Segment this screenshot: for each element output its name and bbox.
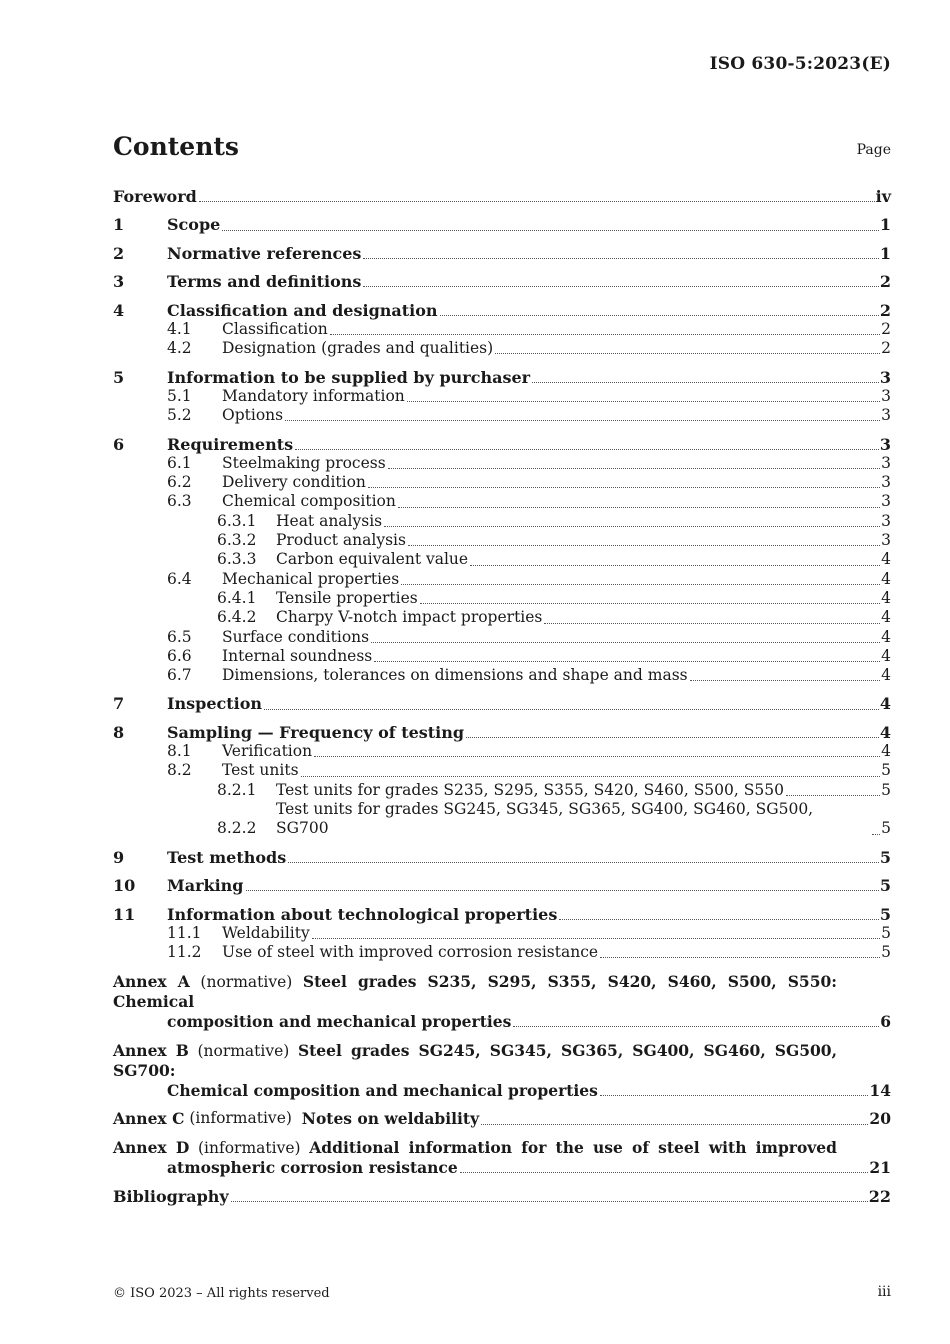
toc-entry-number: 5.2	[167, 406, 192, 425]
toc-entry-title: Test units for grades SG245, SG345, SG365, SG400, SG460, SG500, SG700	[276, 800, 814, 838]
toc-entry-title: Internal soundness	[222, 646, 373, 665]
leader-dots	[481, 1123, 868, 1125]
toc-subentry[interactable]	[113, 742, 891, 761]
toc-entry-title: Heat analysis	[276, 511, 383, 530]
toc-entry-number: 11.2	[167, 943, 202, 962]
toc-entry-number: 6.6	[167, 646, 192, 665]
leader-dots	[470, 564, 880, 566]
toc-entry-number: 4.1	[167, 319, 192, 338]
leader-dots	[314, 755, 880, 757]
toc-entry-number: 11	[113, 904, 136, 924]
toc-entry-page: 3	[879, 367, 891, 387]
toc-entry-title: Designation (grades and qualities)	[222, 339, 494, 358]
toc-entry-number: 6.3	[167, 492, 192, 511]
leader-dots	[398, 506, 880, 508]
toc-entry-page: 3	[881, 473, 891, 492]
leader-dots	[295, 448, 879, 450]
toc-subsubentry[interactable]	[113, 800, 891, 839]
leader-dots	[786, 794, 880, 796]
toc-entry-number: 8.2.2	[217, 819, 257, 838]
toc-entry-number: 1	[113, 215, 125, 235]
annex-type: (normative)	[200, 972, 293, 991]
leader-dots	[199, 200, 875, 202]
toc-entry-number: 4	[113, 300, 125, 320]
leader-dots	[388, 467, 880, 469]
annex-type: (informative)	[189, 1109, 292, 1128]
leader-dots	[288, 861, 879, 863]
toc-entry-number: 7	[113, 694, 125, 714]
annex-title-continued: atmospheric corrosion resistance	[167, 1158, 458, 1178]
toc-entry-page: 1	[879, 215, 891, 235]
toc-subentry[interactable]	[113, 320, 891, 339]
leader-dots	[264, 708, 879, 710]
leader-dots	[374, 660, 880, 662]
leader-dots	[690, 679, 881, 681]
toc-entry-page: 3	[879, 434, 891, 454]
toc-entry-page: 4	[879, 694, 891, 714]
toc-entry-title: Foreword	[113, 187, 197, 206]
leader-dots	[408, 544, 880, 546]
toc-annex-b[interactable]	[113, 1041, 891, 1101]
toc-entry-page: 5	[879, 847, 891, 867]
toc-entry-title: Verification	[222, 742, 313, 761]
leader-dots	[872, 833, 880, 835]
toc-entry-number: 8.2	[167, 761, 192, 780]
annex-title-continued: composition and mechanical properties	[167, 1012, 512, 1032]
toc-entry-title: Classification	[222, 319, 328, 338]
toc-entry[interactable]	[113, 301, 891, 320]
toc-entry-number: 6.4.1	[217, 588, 257, 607]
annex-type: (informative)	[197, 1138, 301, 1157]
toc-entry-page: 3	[881, 386, 891, 405]
toc-entry-title: Use of steel with improved corrosion resistance	[222, 943, 599, 962]
leader-dots	[231, 1200, 868, 1202]
toc-entry[interactable]	[113, 694, 891, 713]
toc-subentry[interactable]	[113, 666, 891, 685]
toc-entry-number: 9	[113, 847, 125, 867]
toc-entry-bibliography[interactable]	[113, 1187, 891, 1206]
toc-entry-number: 10	[113, 876, 136, 896]
toc-subentry[interactable]	[113, 406, 891, 425]
toc-entry-title: Marking	[167, 876, 244, 896]
toc-entry[interactable]	[113, 435, 891, 454]
toc-entry-number: 6.3.3	[217, 550, 257, 569]
toc-subentry[interactable]	[113, 473, 891, 492]
toc-entry[interactable]	[113, 876, 891, 895]
toc-subentry[interactable]	[113, 454, 891, 473]
toc-entry-title: Surface conditions	[222, 627, 370, 646]
toc-entry-title: Inspection	[167, 694, 263, 714]
toc-entry-title: Product analysis	[276, 531, 406, 550]
toc-entry-page: 4	[881, 742, 891, 761]
toc-entry-page: 3	[881, 531, 891, 550]
toc-entry-title: Options	[222, 406, 284, 425]
toc-entry-number: 6.3.1	[217, 511, 257, 530]
toc-subentry[interactable]	[113, 570, 891, 589]
leader-dots	[285, 419, 880, 421]
toc-entry-title: Tensile properties	[276, 588, 418, 607]
leader-dots	[401, 583, 880, 585]
toc-subentry[interactable]	[113, 924, 891, 943]
toc-entry-title: Test units	[222, 761, 299, 780]
toc-entry-title: Charpy V-notch impact properties	[276, 608, 543, 627]
toc-subentry[interactable]	[113, 647, 891, 666]
toc-entry-number: 4.2	[167, 339, 192, 358]
toc-entry-number: 6.3.2	[217, 531, 257, 550]
toc-entry-title: Requirements	[167, 434, 294, 454]
toc-subsubentry[interactable]	[113, 512, 891, 531]
toc-entry-page: 1	[879, 243, 891, 263]
annex-label: Annex B	[113, 1040, 189, 1060]
toc-entry[interactable]	[113, 905, 891, 924]
toc-subsubentry[interactable]	[113, 531, 891, 550]
toc-entry-title: Mechanical properties	[222, 569, 400, 588]
toc-entry-page: 21	[869, 1158, 891, 1178]
toc-entry[interactable]	[113, 215, 891, 234]
leader-dots	[420, 602, 880, 604]
toc-entry-page: 5	[881, 780, 891, 799]
page-number: iii	[877, 1284, 891, 1300]
toc-entry-number: 5.1	[167, 386, 192, 405]
annex-label: Annex C	[113, 1109, 185, 1129]
toc-entry-page: 3	[881, 492, 891, 511]
toc-entry-page: 20	[869, 1109, 891, 1129]
document-identifier: ISO 630-5:2023(E)	[709, 54, 891, 74]
toc-entry-page: 14	[869, 1081, 891, 1101]
leader-dots	[363, 257, 878, 259]
toc-entry-title: Carbon equivalent value	[276, 550, 469, 569]
toc-entry-page: 5	[879, 904, 891, 924]
leader-dots	[460, 1171, 869, 1173]
toc-subentry[interactable]	[113, 628, 891, 647]
annex-title: Notes on weldability	[301, 1109, 480, 1129]
toc-subsubentry[interactable]	[113, 550, 891, 569]
toc-entry-page: 2	[881, 319, 891, 338]
annex-title: Steel grades SG245, SG345, SG365, SG400, SG460, SG500, SG700:	[113, 1040, 837, 1080]
toc-entry-page: 4	[881, 569, 891, 588]
copyright-notice: © ISO 2023 – All rights reserved	[113, 1286, 330, 1301]
annex-title: Additional information for the use of steel with improved	[309, 1137, 837, 1157]
leader-dots	[600, 1094, 869, 1096]
table-of-contents	[113, 184, 891, 1206]
toc-entry-title: Information to be supplied by purchaser	[167, 367, 531, 387]
toc-entry-number: 8.2.1	[217, 780, 257, 799]
leader-dots	[371, 641, 880, 643]
toc-entry-page: 3	[881, 453, 891, 472]
toc-annex-d[interactable]	[113, 1138, 891, 1178]
toc-entry-number: 8.1	[167, 742, 192, 761]
toc-entry[interactable]	[113, 244, 891, 263]
toc-entry-page: 4	[881, 646, 891, 665]
toc-entry-number: 5	[113, 367, 125, 387]
page-column-label: Page	[856, 142, 891, 158]
toc-entry-number: 6.7	[167, 666, 192, 685]
leader-dots	[513, 1025, 879, 1027]
annex-type: (normative)	[197, 1041, 290, 1060]
leader-dots	[495, 352, 880, 354]
toc-entry-title: Bibliography	[113, 1186, 229, 1206]
toc-entry-title: Test methods	[167, 847, 287, 867]
toc-entry-page: 5	[881, 819, 891, 838]
toc-entry-page: 4	[879, 722, 891, 742]
toc-entry-title: Scope	[167, 215, 221, 235]
toc-entry-title: Steelmaking process	[222, 453, 386, 472]
toc-annex-c[interactable]	[113, 1109, 891, 1128]
toc-entry-page: 5	[881, 761, 891, 780]
toc-subentry[interactable]	[113, 492, 891, 511]
leader-dots	[363, 285, 878, 287]
toc-annex-a[interactable]	[113, 972, 891, 1032]
toc-entry-page: 3	[881, 511, 891, 530]
toc-entry-number: 6.4.2	[217, 608, 257, 627]
toc-entry-number: 2	[113, 243, 125, 263]
toc-entry-title: Classification and designation	[167, 300, 438, 320]
leader-dots	[384, 525, 880, 527]
annex-label: Annex D	[113, 1137, 190, 1157]
toc-subsubentry[interactable]	[113, 608, 891, 627]
toc-entry-title: Normative references	[167, 243, 362, 263]
toc-entry-page: 4	[881, 627, 891, 646]
leader-dots	[440, 314, 879, 316]
leader-dots	[330, 333, 880, 335]
annex-title-continued: Chemical composition and mechanical properties	[167, 1081, 598, 1101]
toc-entry-title: Delivery condition	[222, 473, 366, 492]
toc-entry-page: iv	[875, 187, 891, 206]
toc-entry-page: 4	[881, 608, 891, 627]
leader-dots	[407, 400, 880, 402]
toc-entry-title: Mandatory information	[222, 386, 405, 405]
leader-dots	[301, 775, 881, 777]
toc-entry-page: 4	[881, 666, 891, 685]
leader-dots	[466, 736, 879, 738]
leader-dots	[312, 937, 880, 939]
leader-dots	[368, 486, 880, 488]
toc-entry[interactable]	[113, 272, 891, 291]
toc-subentry[interactable]	[113, 943, 891, 962]
page-title: Contents	[113, 132, 240, 161]
leader-dots	[544, 622, 880, 624]
toc-entry-number: 6.5	[167, 627, 192, 646]
leader-dots	[222, 229, 879, 231]
toc-entry-page: 2	[881, 339, 891, 358]
toc-entry-page: 22	[868, 1186, 891, 1206]
toc-entry[interactable]	[113, 848, 891, 867]
toc-entry-page: 6	[880, 1012, 891, 1032]
toc-entry-number: 6.4	[167, 569, 192, 588]
toc-entry[interactable]	[113, 723, 891, 742]
toc-subsubentry[interactable]	[113, 589, 891, 608]
toc-entry-page: 4	[881, 550, 891, 569]
annex-label: Annex A	[113, 971, 190, 991]
leader-dots	[600, 956, 880, 958]
toc-subentry[interactable]	[113, 761, 891, 780]
toc-entry-number: 6	[113, 434, 125, 454]
toc-entry-number: 3	[113, 272, 125, 292]
toc-entry-page: 2	[879, 300, 891, 320]
leader-dots	[559, 918, 879, 920]
toc-entry-number: 6.2	[167, 473, 192, 492]
toc-entry-title: Weldability	[222, 923, 310, 942]
toc-subsubentry[interactable]	[113, 781, 891, 800]
toc-entry-title: Test units for grades S235, S295, S355, S420, S460, S500, S550	[276, 780, 784, 799]
toc-entry-title: Sampling — Frequency of testing	[167, 722, 465, 742]
toc-entry-page: 5	[881, 943, 891, 962]
toc-entry-page: 2	[879, 272, 891, 292]
leader-dots	[532, 381, 879, 383]
toc-entry-page: 3	[881, 406, 891, 425]
toc-entry[interactable]	[113, 368, 891, 387]
leader-dots	[246, 889, 879, 891]
toc-entry-page: 5	[879, 876, 891, 896]
toc-entry-title: Dimensions, tolerances on dimensions and shape and mass	[222, 666, 688, 685]
toc-subentry[interactable]	[113, 387, 891, 406]
toc-entry-foreword[interactable]	[113, 187, 891, 206]
toc-entry-title: Information about technological properties	[167, 904, 558, 924]
toc-subentry[interactable]	[113, 339, 891, 358]
toc-entry-number: 8	[113, 722, 125, 742]
toc-entry-number: 11.1	[167, 923, 202, 942]
toc-entry-number: 6.1	[167, 453, 192, 472]
toc-entry-title: Terms and definitions	[167, 272, 362, 292]
annex-title: Steel grades S235, S295, S355, S420, S460, S500, S550: Chemical	[113, 971, 838, 1011]
toc-entry-page: 4	[881, 588, 891, 607]
toc-entry-title: Chemical composition	[222, 492, 396, 511]
toc-entry-page: 5	[881, 923, 891, 942]
